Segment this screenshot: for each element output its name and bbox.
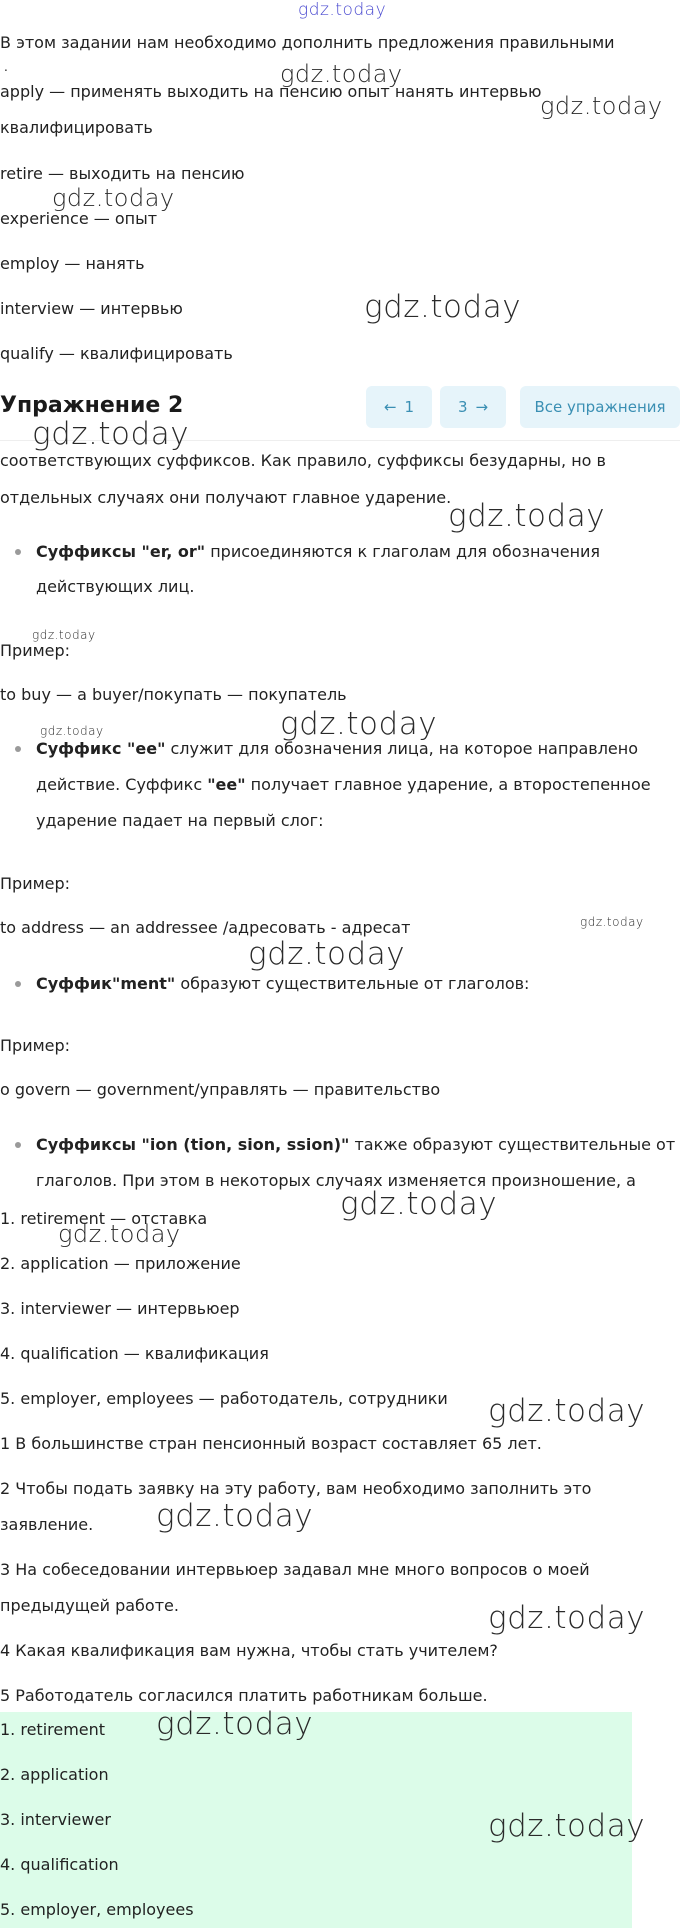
example-text: to address — an addressee /адресовать - адресат	[0, 918, 411, 937]
exercise-title: Упражнение 2	[0, 393, 184, 418]
watermark: gdz.today	[280, 706, 438, 742]
bullet-bold: Суффиксы "ion (tion, sion, ssion)"	[36, 1135, 350, 1154]
answer-item: 3. interviewer	[0, 1810, 111, 1829]
bullet-text-cont: ударение падает на первый слог:	[36, 811, 324, 830]
answer-item: 5. employer, employees	[0, 1900, 194, 1919]
watermark: gdz.today	[248, 936, 406, 972]
answer-item: 4. qualification	[0, 1855, 119, 1874]
bullet-bold-inline: "ee"	[207, 775, 246, 794]
watermark: gdz.today	[40, 724, 104, 738]
watermark: gdz.today	[340, 1186, 498, 1222]
bullet-rest: служит для обозначения лица, на которое направлено	[165, 739, 639, 758]
word-item: qualify — квалифицировать	[0, 344, 233, 363]
wordlist-text: apply — применять выходить на пенсию опыт нанять интервью	[0, 82, 542, 101]
watermark: gdz.today	[32, 628, 96, 642]
bullet-text	[36, 973, 529, 995]
prev-exercise-label: 1	[404, 398, 415, 416]
watermark: gdz.today	[32, 416, 190, 452]
watermark: gdz.today	[488, 1600, 646, 1636]
sentence: 5 Работодатель согласился платить работникам больше.	[0, 1686, 488, 1705]
bullet-bold: Суффиксы "er, or"	[36, 542, 206, 561]
bullet-rest: присоединяются к глаголам для обозначения	[205, 542, 601, 561]
bullet-part: действие. Суффикс	[36, 775, 208, 794]
watermark: gdz.today	[280, 60, 403, 88]
bullet-rest: также образуют существительные от	[349, 1135, 676, 1154]
sentence: 3 На собеседовании интервьюер задавал мне много вопросов о моей	[0, 1560, 590, 1579]
sentence-cont: заявление.	[0, 1515, 94, 1534]
arrow-right-icon: →	[475, 398, 489, 416]
translation-item: 2. application — приложение	[0, 1254, 241, 1273]
watermark: gdz.today	[52, 184, 175, 212]
answer-item: 1. retirement	[0, 1720, 106, 1739]
watermark: gdz.today	[364, 289, 522, 325]
word-item: interview — интервью	[0, 299, 183, 318]
all-exercises-label: Все упражнения	[534, 398, 666, 416]
bullet-text	[36, 541, 600, 563]
example-label: Пример:	[0, 874, 71, 893]
watermark-header[interactable]: gdz.today	[298, 0, 387, 20]
bullet-icon	[15, 1142, 21, 1148]
translation-item: 1. retirement — отставка	[0, 1209, 208, 1228]
bullet-bold: Суффикс "ee"	[36, 739, 166, 758]
bullet-bold: Суффик"ment"	[36, 974, 176, 993]
watermark: gdz.today	[580, 915, 644, 929]
sentence: 2 Чтобы подать заявку на эту работу, вам необходимо заполнить это	[0, 1479, 592, 1498]
prev-exercise-button[interactable]	[366, 386, 432, 428]
example-text: o govern — government/управлять — правительство	[0, 1080, 441, 1099]
bullet-rest: образуют существительные от глаголов:	[175, 974, 530, 993]
watermark: gdz.today	[488, 1808, 646, 1844]
arrow-left-icon: ←	[383, 398, 397, 416]
next-exercise-label: 3	[457, 398, 468, 416]
all-exercises-button[interactable]	[520, 386, 680, 428]
intro-dot: .	[4, 60, 8, 74]
word-item: retire — выходить на пенсию	[0, 164, 245, 183]
watermark: gdz.today	[448, 498, 606, 534]
translation-item: 5. employer, employees — работодатель, сотрудники	[0, 1389, 448, 1408]
bullet-part: получает главное ударение, а второстепенное	[245, 775, 651, 794]
sentence: 1 В большинстве стран пенсионный возраст составляет 65 лет.	[0, 1434, 542, 1453]
bullet-icon	[15, 746, 21, 752]
intro-text: В этом задании нам необходимо дополнить предложения правильными	[0, 33, 615, 52]
example-label: Пример:	[0, 1036, 71, 1055]
theory-paragraph: соответствующих суффиксов. Как правило, суффиксы безударны, но в	[0, 451, 606, 470]
bullet-icon	[15, 981, 21, 987]
example-text: to buy — a buyer/покупать — покупатель	[0, 685, 347, 704]
watermark: gdz.today	[540, 92, 663, 120]
bullet-icon	[15, 549, 21, 555]
sentence: 4 Какая квалификация вам нужна, чтобы стать учителем?	[0, 1641, 498, 1660]
bullet-text	[36, 1134, 675, 1156]
bullet-text-cont: глаголов. При этом в некоторых случаях изменяется произношение, а	[36, 1171, 636, 1190]
answer-item: 2. application	[0, 1765, 109, 1784]
bullet-text-cont: действующих лиц.	[36, 577, 195, 596]
watermark: gdz.today	[156, 1706, 314, 1742]
watermark: gdz.today	[58, 1220, 181, 1248]
next-exercise-button[interactable]	[440, 386, 506, 428]
example-label: Пример:	[0, 641, 71, 660]
translation-item: 3. interviewer — интервьюер	[0, 1299, 240, 1318]
sentence-cont: предыдущей работе.	[0, 1596, 179, 1615]
wordlist-text-2: квалифицировать	[0, 118, 153, 137]
watermark: gdz.today	[488, 1393, 646, 1429]
word-item: employ — нанять	[0, 254, 145, 273]
translation-item: 4. qualification — квалификация	[0, 1344, 269, 1363]
theory-paragraph: отдельных случаях они получают главное ударение.	[0, 488, 452, 507]
bullet-text-cont	[36, 774, 651, 796]
word-item: experience — опыт	[0, 209, 158, 228]
watermark: gdz.today	[156, 1498, 314, 1534]
